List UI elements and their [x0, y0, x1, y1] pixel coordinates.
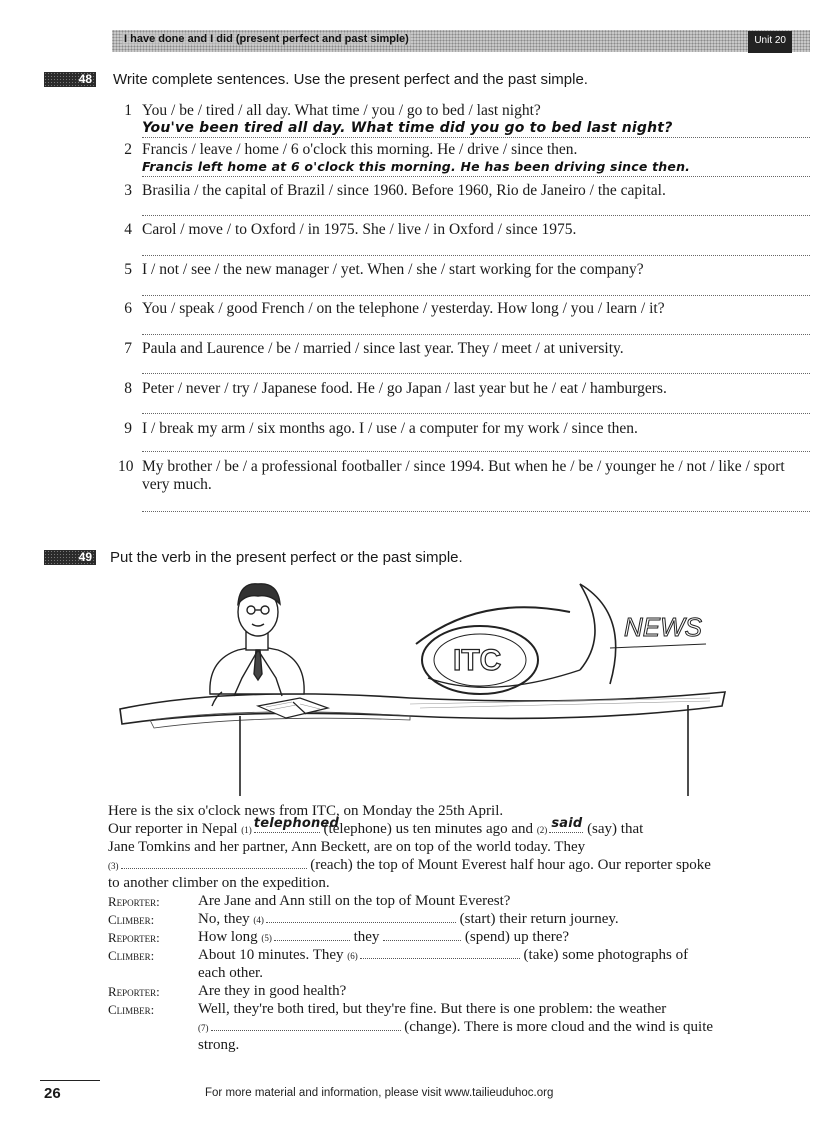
answer-2[interactable]: Francis left home at 6 o'clock this morning. He has been driving since then. [142, 159, 691, 174]
gap-5b[interactable] [383, 928, 461, 941]
dialogue-2: No, they (4) (start) their return journey. [198, 911, 619, 927]
page-number-rule [40, 1080, 100, 1081]
dialogue-4-cont: each other. [198, 965, 263, 981]
gap-2[interactable]: said [551, 816, 583, 831]
itc-logo-text: ITC [453, 644, 502, 677]
gap-3[interactable] [121, 856, 307, 869]
footer-text[interactable]: For more material and information, please visit www.tailieuduhoc.org [205, 1087, 554, 1099]
news-logo-text: NEWS [624, 612, 702, 642]
answer-line-3[interactable] [142, 215, 810, 216]
exercise-49-instruction: Put the verb in the present perfect or the past simple. [110, 549, 463, 566]
answer-1[interactable]: You've been tired all day. What time did you go to bed last night? [142, 120, 673, 136]
answer-line-1 [142, 137, 810, 138]
presenter-figure [210, 584, 304, 706]
dialogue-5: Are they in good health? [198, 983, 347, 999]
news-illustration [110, 574, 730, 798]
dialogue-3: How long (5) they (spend) up there? [198, 929, 570, 945]
answer-line-9[interactable] [142, 451, 810, 452]
gap-5a[interactable] [274, 928, 350, 941]
gap-7[interactable] [211, 1018, 401, 1031]
news-line-4: (3) (reach) the top of Mount Everest half hour ago. Our reporter spoke [108, 857, 711, 873]
answer-line-4[interactable] [142, 255, 810, 256]
role-climber: Climber: [108, 948, 155, 963]
news-line-2: Our reporter in Nepal (1) telephoned (telephone) us ten minutes ago and (2) said (say) that [108, 816, 644, 837]
news-line-3: Jane Tomkins and her partner, Ann Beckett, are on top of the world today. They [108, 839, 586, 855]
page-number: 26 [44, 1085, 61, 1102]
dialogue-6-cont: (7) (change). There is more cloud and the wind is quite [198, 1019, 714, 1035]
role-reporter: Reporter: [108, 930, 160, 945]
itc-logo [416, 584, 616, 694]
answer-line-2 [142, 176, 810, 177]
dialogue-6-end: strong. [198, 1037, 240, 1053]
exercise-48-number: 48 [44, 72, 96, 87]
gap-1[interactable]: telephoned [253, 816, 339, 831]
exercise-48-instruction: Write complete sentences. Use the present perfect and the past simple. [113, 71, 588, 88]
answer-line-8[interactable] [142, 413, 810, 414]
role-climber: Climber: [108, 912, 155, 927]
answer-line-6[interactable] [142, 334, 810, 335]
role-reporter: Reporter: [108, 984, 160, 999]
role-climber: Climber: [108, 1002, 155, 1017]
header-band [112, 30, 810, 52]
unit-badge: Unit 20 [748, 31, 792, 53]
news-intro: Here is the six o'clock news from ITC, on Monday the 25th April. [108, 803, 504, 819]
answer-line-10[interactable] [142, 511, 810, 512]
answer-line-5[interactable] [142, 295, 810, 296]
role-reporter: Reporter: [108, 894, 160, 909]
gap-4[interactable] [266, 910, 456, 923]
dialogue-4: About 10 minutes. They (6) (take) some photographs of [198, 947, 689, 963]
answer-line-7[interactable] [142, 373, 810, 374]
dialogue-6: Well, they're both tired, but they're fine. But there is one problem: the weather [198, 1001, 667, 1017]
gap-6[interactable] [360, 946, 520, 959]
news-line-5: to another climber on the expedition. [108, 875, 330, 891]
dialogue-1: Are Jane and Ann still on the top of Mount Everest? [198, 893, 511, 909]
header-title: I have done and I did (present perfect and past simple) [124, 33, 409, 45]
exercise-49-number: 49 [44, 550, 96, 565]
